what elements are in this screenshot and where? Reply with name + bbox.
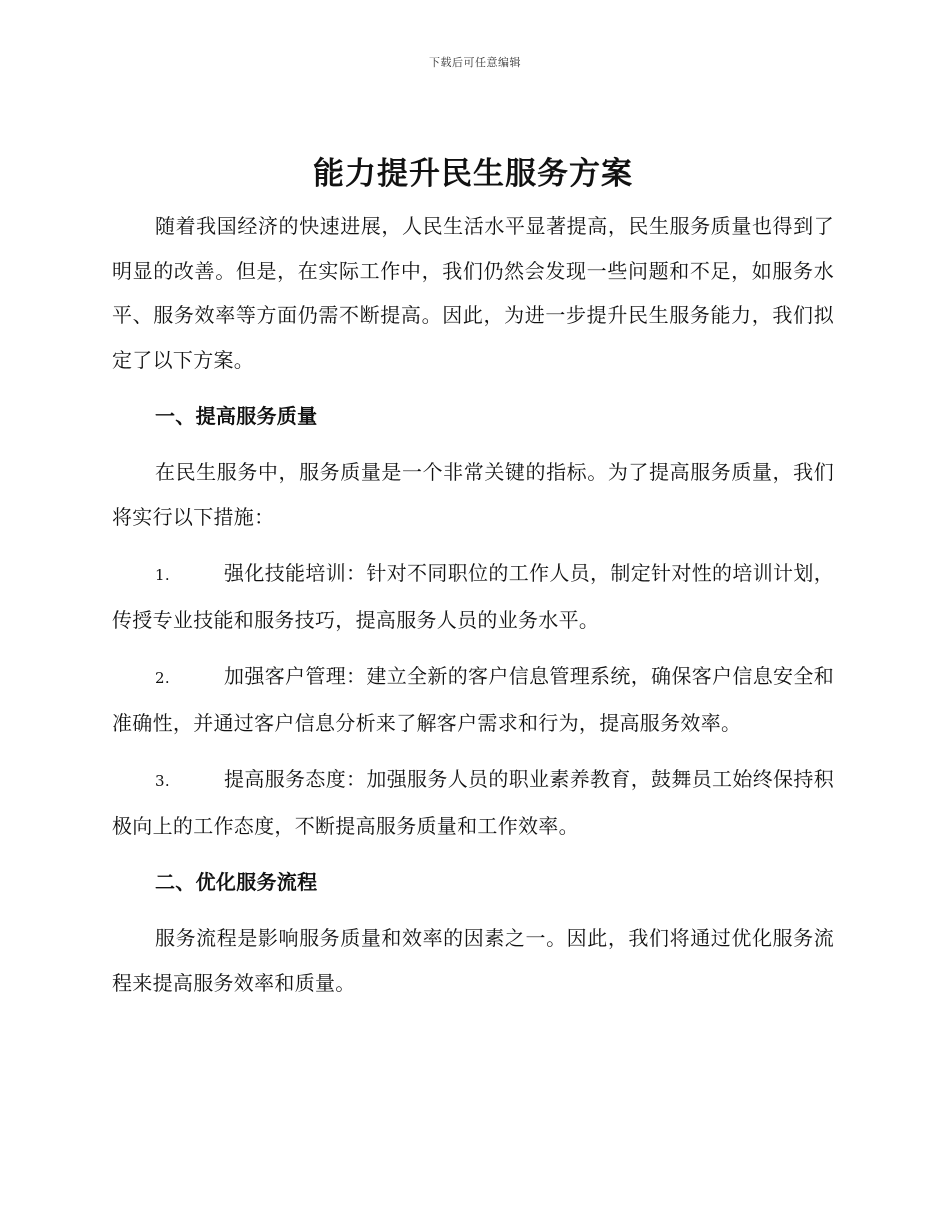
section-1-paragraph: 在民生服务中，服务质量是一个非常关键的指标。为了提高服务质量，我们将实行以下措施： [112, 460, 834, 529]
list-text-3: 提高服务态度：加强服务人员的职业素养教育，鼓舞员工始终保持积极向上的工作态度，不断提高服务质量和工作效率。 [112, 767, 834, 838]
document-title: 能力提升民生服务方案 [313, 156, 633, 192]
list-number-3: 3. [155, 772, 170, 790]
list-item-2 [112, 654, 834, 745]
list-item-3 [112, 757, 834, 848]
section-heading-1: 一、提高服务质量 [155, 404, 318, 428]
list-text-1: 强化技能培训：针对不同职位的工作人员，制定针对性的培训计划，传授专业技能和服务技巧，提高服务人员的业务水平。 [112, 561, 834, 632]
document-body [112, 150, 834, 1005]
section-2-paragraph: 服务流程是影响服务质量和效率的因素之一。因此，我们将通过优化服务流程来提高服务效率和质量。 [112, 926, 834, 995]
list-number-1: 1. [155, 566, 170, 584]
list-number-2: 2. [155, 669, 170, 687]
intro-paragraph: 随着我国经济的快速进展，人民生活水平显著提高，民生服务质量也得到了明显的改善。但是，在实际工作中，我们仍然会发现一些问题和不足，如服务水平、服务效率等方面仍需不断提高。因此，为进一步提升民生服务能力，我们拟定了以下方案。 [112, 214, 834, 372]
list-item-1 [112, 551, 834, 642]
header-note: 下载后可任意编辑 [429, 56, 521, 69]
list-text-2: 加强客户管理：建立全新的客户信息管理系统，确保客户信息安全和准确性，并通过客户信息分析来了解客户需求和行为，提高服务效率。 [112, 664, 834, 735]
section-heading-2: 二、优化服务流程 [155, 870, 318, 894]
